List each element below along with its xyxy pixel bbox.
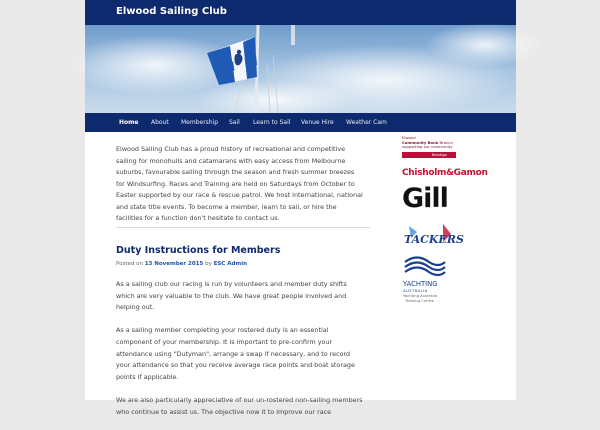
nav-item-learn-to-sail[interactable]: Learn to Sail <box>253 119 291 126</box>
bendigo-bank-sponsor[interactable] <box>402 135 462 163</box>
post-line: your attendance so that you receive average race points and boat storage <box>116 361 355 370</box>
intro-line: Easter supported by our race & rescue patrol. We host international, national <box>116 191 363 199</box>
intro-line: suburbs, favourable sailing through the season and fresh summer breezes <box>116 168 355 176</box>
post-line: As a sailing club our racing is run by volunteers and member duty shifts <box>116 280 347 288</box>
site-header <box>85 0 516 25</box>
tackers-logo <box>403 222 464 250</box>
post-meta-by: by <box>205 261 212 267</box>
main-navigation <box>85 113 516 132</box>
post-body <box>116 279 370 430</box>
intro-line: sailing for monohulls and catamarans with easy access from Melbourne <box>116 156 346 165</box>
post-paragraph <box>116 325 370 383</box>
nav-item-home[interactable]: Home <box>119 119 139 126</box>
post-line: attendance using "Dutyman", arrange a swap if necessary, and to record <box>116 349 351 358</box>
ya-line-label: Yachting Australia <box>403 293 437 298</box>
post-line: component of your membership. It is important to pre-confirm your <box>116 337 333 346</box>
post-meta <box>116 261 247 267</box>
section-divider <box>116 227 370 228</box>
bendigo-branch-label: Branch <box>439 139 453 145</box>
yachting-australia-wave-icon <box>403 256 447 276</box>
bendigo-community-bank: Community Bank <box>402 139 439 145</box>
yachting-australia-sponsor[interactable] <box>403 256 463 303</box>
post-line: As a sailing member completing your rostered duty is an essential <box>116 326 329 335</box>
intro-line: for Windsurfing. Races and Training are held on Saturdays from October to <box>116 179 355 188</box>
nav-item-membership[interactable]: Membership <box>181 119 219 126</box>
post-line: We are also particularly appreciative of our un-rostered non-sailing members <box>116 395 363 404</box>
nav-item-sail[interactable]: Sail <box>229 119 240 126</box>
bendigo-logo-bar <box>402 152 456 163</box>
bendigo-tagline: supporting our community <box>402 144 453 150</box>
training-centre-label: Training Centre <box>405 297 434 303</box>
post-line: who continue to assist us. The objective now it to improve our race <box>116 407 332 416</box>
post-line: helping out. <box>116 303 155 312</box>
intro-line: Elwood Sailing Club has a proud history of recreational and competitive <box>116 145 346 153</box>
post-title[interactable]: Duty Instructions for Members <box>116 245 281 256</box>
post-author-link[interactable]: ESC Admin <box>213 261 247 267</box>
tackers-text: TACKERS <box>404 233 464 246</box>
post-date-link[interactable]: 13 November 2015 <box>144 261 204 267</box>
site-title[interactable]: Elwood Sailing Club <box>116 6 227 17</box>
bendigo-brand: Bendigo Bank <box>432 152 447 163</box>
post-paragraph <box>116 395 370 418</box>
intro-line: and state title events. To become a member, learn to sail, or hire the <box>116 202 337 211</box>
chisholm-gamon-sponsor[interactable]: Chisholm&Gamon <box>402 168 488 178</box>
post-line: points if applicable. <box>116 372 179 381</box>
yachting-label: YACHTING <box>403 280 438 288</box>
post-paragraph <box>116 279 370 314</box>
banner-flag-image <box>85 25 516 113</box>
post-meta-prefix: Posted on <box>116 261 143 267</box>
banner-image <box>85 25 516 113</box>
australia-label: AUSTRALIA <box>403 288 428 293</box>
gill-logo <box>402 181 462 214</box>
tackers-sponsor[interactable] <box>403 222 464 250</box>
intro-section <box>116 144 370 225</box>
post-line: which are very valuable to the club. We have great people involved and <box>116 291 347 300</box>
gill-sponsor[interactable] <box>402 181 462 214</box>
nav-item-weather-cam[interactable]: Weather Cam <box>346 119 387 126</box>
page-container <box>85 0 516 416</box>
bendigo-branch-name: Elwood <box>402 135 416 140</box>
nav-item-venue-hire[interactable]: Venue Hire <box>301 119 334 126</box>
nav-item-about[interactable]: About <box>151 119 169 126</box>
gill-text: Gill <box>402 183 448 214</box>
intro-line: facilities for a function don't hesitate to contact us. <box>116 214 280 222</box>
